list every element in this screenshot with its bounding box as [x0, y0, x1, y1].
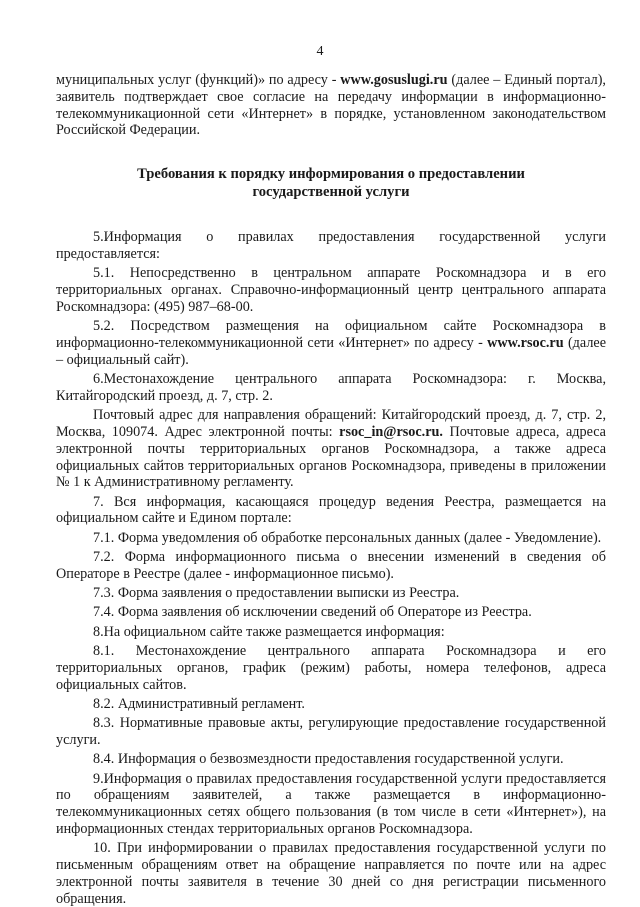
intro-text-end: (далее – Единый портал), заявитель подтверждает свое согласие на передачу информации в информационно-телекоммуникационной сети «Интернет» в порядке, установленном законодательством Российской Федерации. — [56, 72, 606, 139]
paragraph-8: 8.На официальном сайте также размещается информация: — [93, 623, 445, 640]
intro-paragraph — [56, 72, 606, 139]
paragraph-7-2: 7.2. Форма информационного письма о внесении изменений в сведения об Операторе в Реестре (далее - информационное письмо). — [56, 549, 606, 582]
paragraph-5-1: 5.1. Непосредственно в центральном аппарате Роскомнадзора и в его территориальных органах. Справочно-информационный центр центрального аппарата Роскомнадзора: (495) 987–68-00. — [56, 265, 606, 315]
paragraph-5-2-text: 5.2. Посредством размещения на официальном сайте Роскомнадзора в информационно-телекоммуникационной сети «Интернет» по адресу - — [56, 318, 606, 351]
paragraph-8-1: 8.1. Местонахождение центрального аппарата Роскомнадзора и его территориальных органов, график (режим) работы, номера телефонов, адреса официальных сайтов. — [56, 643, 606, 693]
paragraph-6: 6.Местонахождение центрального аппарата Роскомнадзора: г. Москва, Китайгородский проезд, д. 7, стр. 2. — [56, 371, 606, 404]
email-address: rsoc_in@rsoc.ru. — [339, 423, 443, 440]
rsoc-link: www.rsoc.ru — [487, 334, 564, 351]
page-number: 4 — [316, 44, 324, 59]
postal-address-text: Почтовый адрес для направления обращений: Китайгородский проезд, д. 7, стр. 2, Москва, 109074. Адрес электронной почты: — [56, 407, 606, 440]
paragraph-7: 7. Вся информация, касающаяся процедур ведения Реестра, размещается на официальном сайте и Едином портале: — [56, 493, 606, 527]
paragraph-5-2 — [56, 318, 606, 368]
document-body — [56, 72, 606, 907]
paragraph-postal-address — [56, 407, 606, 491]
paragraph-5-2-text-end: (далее – официальный сайт). — [56, 334, 606, 368]
section-heading-line2: государственной услуги — [252, 184, 410, 201]
paragraph-10: 10. При информировании о правилах предоставления государственной услуги по письменным обращениям ответ на обращение направляется по почте или на адрес электронной почты заявителя в течение 30 дней со дня регистрации письменного обращения. — [56, 840, 606, 907]
intro-text: муниципальных услуг (функций)» по адресу - — [56, 72, 341, 88]
postal-address-text-end: Почтовые адреса, адреса электронной почты территориальных органов Роскомнадзора, а также адреса официальных сайтов территориальных органов Роскомнадзора, приведены в приложении № 1 к Административному регламенту. — [56, 423, 606, 491]
paragraph-8-3: 8.3. Нормативные правовые акты, регулирующие предоставление государственной услуги. — [56, 715, 606, 748]
paragraph-9: 9.Информация о правилах предоставления государственной услуги предоставляется по обращениям заявителей, а также размещается в информационно-телекоммуникационных сетях общего пользования (в том числе в сети «Интернет»), на информационных стендах территориальных органов Роскомнадзора. — [56, 770, 606, 837]
paragraph-8-4: 8.4. Информация о безвозмездности предоставления государственной услуги. — [93, 751, 564, 768]
paragraph-8-2: 8.2. Административный регламент. — [93, 695, 305, 712]
section-heading-line1: Требования к порядку информирования о предоставлении — [137, 166, 525, 183]
paragraph-5: 5.Информация о правилах предоставления государственной услуги предоставляется: — [56, 229, 606, 262]
section-heading — [56, 165, 606, 201]
paragraph-7-3: 7.3. Форма заявления о предоставлении выписки из Реестра. — [93, 585, 460, 602]
paragraph-7-1: 7.1. Форма уведомления об обработке персональных данных (далее - Уведомление). — [93, 529, 602, 546]
paragraph-7-4: 7.4. Форма заявления об исключении сведений об Операторе из Реестра. — [93, 604, 532, 621]
gosuslugi-link: www.gosuslugi.ru — [340, 72, 448, 88]
